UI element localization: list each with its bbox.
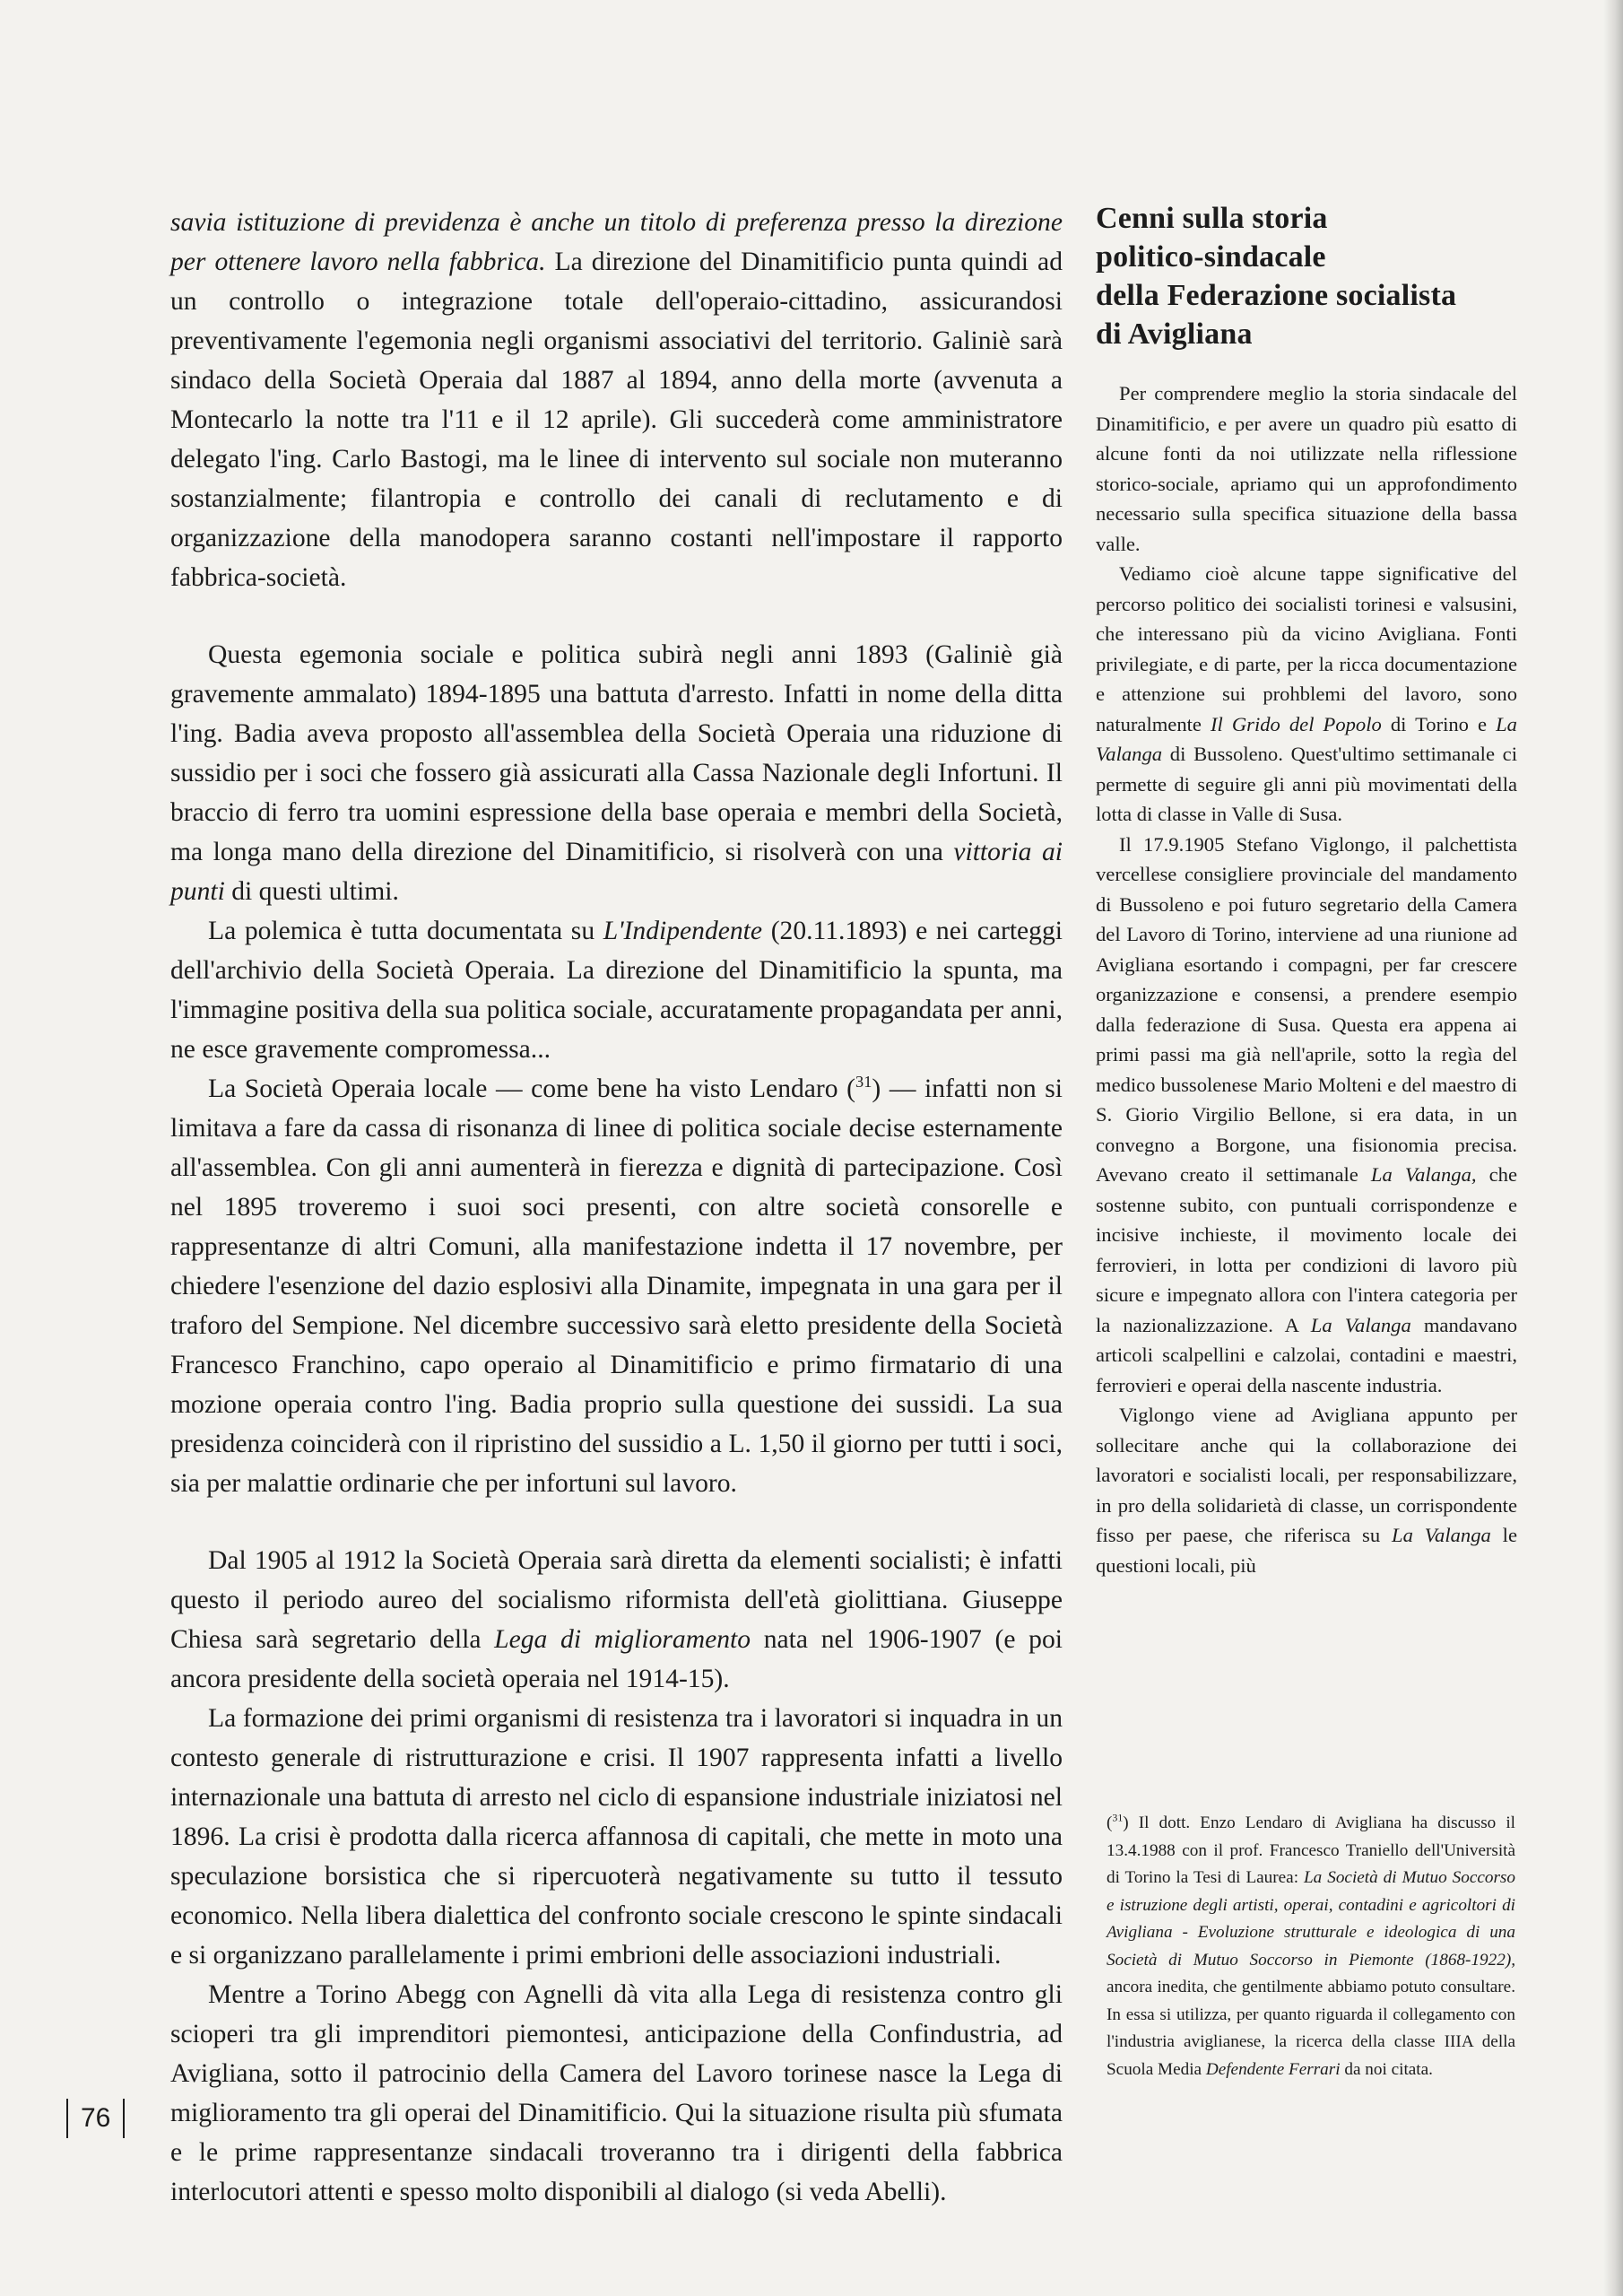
sidebar-paragraph: [1096, 559, 1517, 830]
newspaper-title: L'Indipendente: [603, 917, 763, 945]
page-edge-shadow: [1603, 0, 1623, 2296]
newspaper-title: La Valanga: [1310, 1313, 1411, 1336]
text-run: mandavano articoli scalpellini e calzolai, contadini e maestri, ferrovieri e operai della nascente industria.: [1096, 1313, 1517, 1396]
text-run: La polemica è tutta documentata su: [208, 917, 603, 945]
text-run: Il 17.9.1905 Stefano Viglongo, il palchettista vercellese consigliere provinciale del mandamento di Bussoleno e poi futuro segretario della Camera del Lavoro di Torino, interviene ad una riunione ad Avigliana esortando i compagni, per far crescere organizzazione e consensi, a prendere esempio dalla federazione di Susa. Questa era appena ai primi passi ma già nell'aprile, sotto la regìa del medico bussolenese Mario Molteni e del maestro di S. Giorio Virgilio Bellone, si era data, in un convegno a Borgone, una fisionomia precisa. Avevano creato il settimanale: [1096, 832, 1517, 1186]
text-run: di Bussoleno. Quest'ultimo settimanale ci permette di seguire gli anni più movimentati della lotta di classe in Valle di Susa.: [1096, 743, 1517, 825]
sidebar-heading: [1096, 199, 1517, 353]
footnote: [1107, 1810, 1515, 2083]
newspaper-title: La Valanga: [1096, 712, 1517, 765]
text-run: (20.11.1893) e nei carteggi dell'archivio della Società Operaia. La direzione del Dinamitificio la spunta, ma l'immagine positiva della sua politica sociale, accuratamente propagandata per anni, ne esce gravemente compromessa...: [170, 917, 1063, 1064]
sidebar-paragraph: [1096, 830, 1517, 1401]
text-run: Il dott. Enzo Lendaro di Avigliana ha discusso il 13.4.1988 con il prof. Francesco Traniello dell'Università di Torino la Tesi di Laurea:: [1107, 1813, 1515, 1887]
paragraph: [170, 1541, 1063, 1699]
footnote-ref[interactable]: 31: [855, 1073, 872, 1091]
paragraph: [170, 203, 1063, 597]
text-run: La Società Operaia locale — come bene ha visto Lendaro (: [208, 1074, 856, 1103]
text-run: Dal 1905 al 1912 la Società Operaia sarà diretta da elementi socialisti; è infatti questo il periodo aureo del socialismo riformista dell'età giolittiana. Giuseppe Chiesa sarà segretario della: [170, 1546, 1063, 1654]
newspaper-title: Il Grido del Popolo: [1210, 712, 1382, 735]
text-run: di questi ultimi.: [224, 877, 399, 906]
italic-run: Lega di miglioramento: [494, 1625, 751, 1654]
sidebar-paragraph: [1096, 1400, 1517, 1580]
paragraph: La formazione dei primi organismi di resistenza tra i lavoratori si inquadra in un contesto generale di ristrutturazione e crisi. Il 1907 rappresenta infatti a livello internazionale una battuta di arresto nel ciclo di espansione industriale iniziatosi nel 1896. La crisi è prodotta dalla ricerca affannosa di capitali, che mette in moto una speculazione borsistica che si ripercuoterà negativamente su tutto il tessuto economico. Nella libera dialettica del confronto sociale crescono le spinte sindacali e si organizzano parallelamente i primi embrioni delle associazioni industriali.: [170, 1704, 1063, 1970]
footnote-text: ($^{31}$) Il dott. Enzo Lendaro di Avigliana ha discusso il 13.4.1988 con il prof. Francesco Traniello dell'Università di Torino la Tesi di Laurea: La Società di Mutuo Soccorso e istruzione degli artisti, operai, contadini e agricoltori di Avigliana - Evoluzione strutturale e ideologica di una Società di Mutuo Soccorso in Piemonte (1868-1922), ancora inedita, che gentilmente abbiamo potuto consultare. In essa si utilizza, per quanto riguarda il collegamento con l'industria aviglianese, la ricerca della classe IIIA della Scuola Media Defendente Ferrari da noi citata.: [1107, 1811, 1515, 2079]
text-run: le questioni locali, più: [1096, 1524, 1517, 1577]
text-run: Vediamo cioè alcune tappe significative del percorso politico dei socialisti torinesi e valsusini, che interessano più da vicino Avigliana. Fonti privilegiate, e di parte, per la ricca documentazione e attenzione sui prohblemi del lavoro, sono naturalmente: [1096, 562, 1517, 735]
italic-lead: savia istituzione di previdenza è anche un titolo di preferenza presso la direzione per ottenere lavoro nella fabbrica.: [170, 208, 1063, 276]
text-run: di Torino e: [1381, 712, 1497, 735]
text-run: ) — infatti non si limitava a fare da cassa di risonanza di linee di politica sociale decise esternamente all'assemblea. Con gli anni aumenterà in fierezza e dignità di partecipazione. Così nel 1895 troveremo i suoi soci presenti, con altre società consorelle e rappresentanze di altri Comuni, alla manifestazione indetta il 17 novembre, per chiedere l'esenzione del dazio esplosivi alla Dinamite, impegnata in una gara per il traforo del Sempione. Nel dicembre successivo sarà eletto presidente della Società Francesco Franchino, capo operaio al Dinamitificio e primo firmatario di una mozione operaia contro l'ing. Badia proprio sulla questione dei sussidi. La sua presidenza coinciderà con il ripristino del sussidio a L. 1,50 il giorno per tutti i soci, sia per malattie ordinarie che per infortuni sul lavoro.: [170, 1074, 1063, 1498]
newspaper-title: La Valanga: [1392, 1524, 1491, 1546]
heading-line: politico-sindacale: [1096, 240, 1326, 274]
italic-run: vittoria ai punti: [170, 838, 1063, 906]
paragraph: [170, 1069, 1063, 1503]
text-run: che sostenne subito, con puntuali corrispondenze e incisive inchieste, il movimento locale dei ferrovieri, in lotta per condizioni di lavoro più sicure e impegnato allora con l'intera categoria per la nazionalizzazione. A: [1096, 1163, 1517, 1336]
divider: [66, 2099, 68, 2138]
footnote-number: 31: [1112, 1811, 1124, 1824]
page-number-block: [54, 2096, 137, 2141]
paragraph: [170, 635, 1063, 911]
divider: [123, 2099, 125, 2138]
sidebar-text: [1096, 378, 1517, 1580]
text-run: Viglongo viene ad Avigliana appunto per sollecitare anche qui la collaborazione dei lavoratori e socialisti locali, per responsabilizzare, in pro della solidarietà di classe, un corrispondente fisso per paese, che riferisca su: [1096, 1404, 1517, 1546]
page-number: 76: [81, 2103, 111, 2133]
heading-line: di Avigliana: [1096, 317, 1253, 351]
heading-line: della Federazione socialista: [1096, 279, 1457, 312]
text-run: da noi citata.: [1340, 2059, 1433, 2079]
text-run: nata nel 1906-1907 (e poi ancora presidente della società operaia nel 1914-15).: [170, 1625, 1063, 1693]
paragraph: [170, 911, 1063, 1069]
text-run: Questa egemonia sociale e politica subirà negli anni 1893 (Galiniè già gravemente ammalato) 1894-1895 una battuta d'arresto. Infatti in nome della ditta l'ing. Badia aveva proposto all'assemblea della Società Operaia una riduzione di sussidio per i soci che fossero già assicurati alla Cassa Nazionale degli Infortuni. Il braccio di ferro tra uomini espressione della base operaia e membri della Società, ma longa mano della direzione del Dinamitificio, si risolverà con una: [170, 640, 1063, 866]
text-run: La direzione del Dinamitificio punta quindi ad un controllo o integrazione totale dell'operaio-cittadino, assicurandosi preventivamente l'egemonia negli organismi associativi del territorio. Galiniè sarà sindaco della Società Operaia dal 1887 al 1894, anno della morte (avvenuta a Montecarlo la notte tra l'11 e il 12 aprile). Gli succederà come amministratore delegato l'ing. Carlo Bastogi, ma le linee di intervento sul sociale non muteranno sostanzialmente; filantropia e controllo dei canali di reclutamento e di organizzazione della manodopera saranno costanti nell'impostare il rapporto fabbrica-società.: [170, 248, 1063, 592]
sidebar-column: [1096, 199, 1517, 1580]
school-name: Defendente Ferrari: [1205, 2059, 1341, 2079]
text-run: ancora inedita, che gentilmente abbiamo potuto consultare. In essa si utilizza, per quanto riguarda il collegamento con l'industria aviglianese, la ricerca della classe IIIA della Scuola Media: [1107, 1978, 1515, 2079]
sidebar-paragraph: Per comprendere meglio la storia sindacale del Dinamitificio, e per avere un quadro più esatto di alcune fonti da noi utilizzate nella riflessione storico-sociale, apriamo qui un approfondimento necessario sulla specifica situazione della bassa valle.: [1096, 382, 1517, 555]
thesis-title: La Società di Mutuo Soccorso e istruzione degli artisti, operai, contadini e agricoltori di Avigliana - Evoluzione strutturale e ideologica di una Società di Mutuo Soccorso in Piemonte (1868-1922),: [1107, 1868, 1515, 1970]
heading-line: Cenni sulla storia: [1096, 202, 1328, 235]
paragraph: Mentre a Torino Abegg con Agnelli dà vita alla Lega di resistenza contro gli scioperi tra gli imprenditori piemontesi, anticipazione della Confindustria, ad Avigliana, sotto il patrocinio della Camera del Lavoro torinese nasce la Lega di miglioramento tra gli operai del Dinamitificio. Qui la situazione risulta più sfumata e le prime rappresentanze sindacali troveranno tra i dirigenti della fabbrica interlocutori attenti e spesso molto disponibili al dialogo (si veda Abelli).: [170, 1980, 1063, 2206]
newspaper-title: La Valanga,: [1370, 1163, 1477, 1186]
main-text-column: [170, 203, 1063, 2212]
